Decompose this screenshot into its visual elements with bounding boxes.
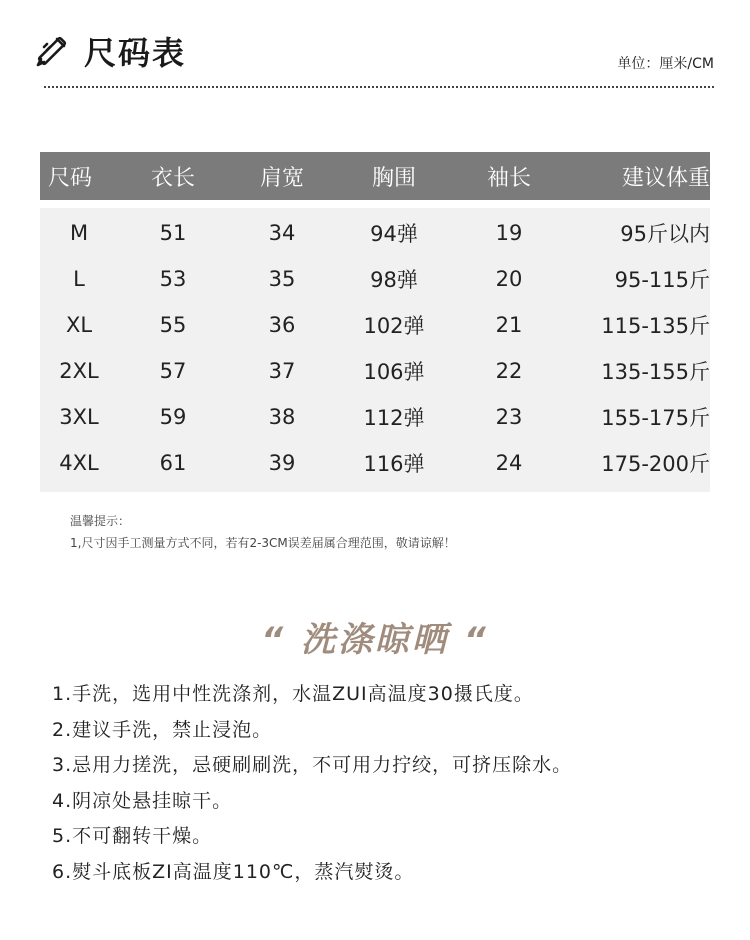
size-table bbox=[40, 152, 710, 492]
tips-section bbox=[70, 510, 456, 554]
table-cell: 37 bbox=[268, 359, 296, 383]
table-row bbox=[40, 440, 710, 486]
table-cell: 53 bbox=[159, 267, 187, 291]
header-cell: 衣长 bbox=[150, 165, 195, 191]
table-cell: 19 bbox=[495, 221, 523, 245]
table-cell: 2XL bbox=[59, 359, 99, 383]
washing-title: “ 洗涤晾晒 “ bbox=[261, 620, 489, 660]
list-item: 5.不可翻转干燥。 bbox=[52, 825, 213, 848]
table-cell: 22 bbox=[495, 359, 523, 383]
pencil-ruler-icon bbox=[35, 34, 69, 68]
table-cell: 94弹 bbox=[370, 222, 418, 246]
header-cell: 建议体重 bbox=[621, 165, 710, 191]
list-item: 1.手洗，选用中性洗涤剂，水温ZUI高温度30摄氏度。 bbox=[52, 683, 534, 705]
table-cell: 3XL bbox=[59, 405, 99, 429]
table-cell: 115-135斤 bbox=[601, 314, 710, 338]
table-row bbox=[40, 256, 710, 302]
table-cell: 24 bbox=[495, 451, 523, 475]
list-item: 4.阴凉处悬挂晾干。 bbox=[52, 789, 233, 812]
table-cell: XL bbox=[65, 313, 93, 337]
table-cell: 106弹 bbox=[363, 360, 425, 384]
tips-text: 1,尺寸因手工测量方式不同，若有2-3CM误差届属合理范围，敬请谅解！ bbox=[70, 536, 456, 550]
table-row bbox=[40, 302, 710, 348]
table-cell: 35 bbox=[268, 267, 296, 291]
table-cell: 39 bbox=[268, 451, 296, 475]
table-cell: 175-200斤 bbox=[601, 452, 710, 476]
table-cell: 20 bbox=[495, 267, 523, 291]
header-cell: 尺码 bbox=[48, 165, 93, 191]
table-cell: 4XL bbox=[59, 451, 99, 475]
list-item: 3.忌用力搓洗，忌硬刷刷洗，不可用力拧绞，可挤压除水。 bbox=[52, 754, 573, 777]
table-header bbox=[40, 152, 710, 200]
table-row bbox=[40, 394, 710, 440]
unit-label: 单位：厘米/CM bbox=[617, 56, 714, 72]
table-cell: 23 bbox=[495, 405, 523, 429]
table-cell: 36 bbox=[268, 313, 296, 337]
table-cell: 135-155斤 bbox=[601, 360, 710, 384]
table-cell: 38 bbox=[268, 405, 296, 429]
table-cell: 21 bbox=[495, 313, 523, 337]
table-cell: 95-115斤 bbox=[614, 268, 710, 292]
table-cell: 112弹 bbox=[363, 406, 425, 430]
table-cell: 95斤以内 bbox=[620, 222, 710, 246]
list-item: 2.建议手洗，禁止浸泡。 bbox=[52, 718, 273, 741]
table-row bbox=[40, 210, 710, 256]
table-cell: 55 bbox=[159, 313, 187, 337]
list-item: 6.熨斗底板ZI高温度110℃，蒸汽熨烫。 bbox=[52, 860, 415, 883]
table-row bbox=[40, 348, 710, 394]
table-body bbox=[40, 208, 710, 492]
table-cell: 98弹 bbox=[370, 268, 418, 292]
table-cell: 155-175斤 bbox=[601, 406, 710, 430]
page-title: 尺码表 bbox=[84, 34, 187, 72]
table-cell: 34 bbox=[268, 221, 296, 245]
table-cell: 61 bbox=[159, 451, 187, 475]
table-cell: L bbox=[73, 267, 85, 291]
table-cell: 57 bbox=[159, 359, 187, 383]
table-cell: 51 bbox=[159, 221, 187, 245]
header-cell: 肩宽 bbox=[259, 165, 304, 191]
table-cell: M bbox=[69, 221, 89, 245]
tips-title: 温馨提示： bbox=[70, 514, 131, 528]
table-cell: 116弹 bbox=[363, 452, 425, 476]
header-cell: 袖长 bbox=[486, 165, 531, 191]
washing-list bbox=[52, 677, 572, 891]
dotted-divider bbox=[44, 86, 714, 88]
table-cell: 59 bbox=[159, 405, 187, 429]
header-cell: 胸围 bbox=[371, 165, 416, 191]
table-cell: 102弹 bbox=[363, 314, 425, 338]
